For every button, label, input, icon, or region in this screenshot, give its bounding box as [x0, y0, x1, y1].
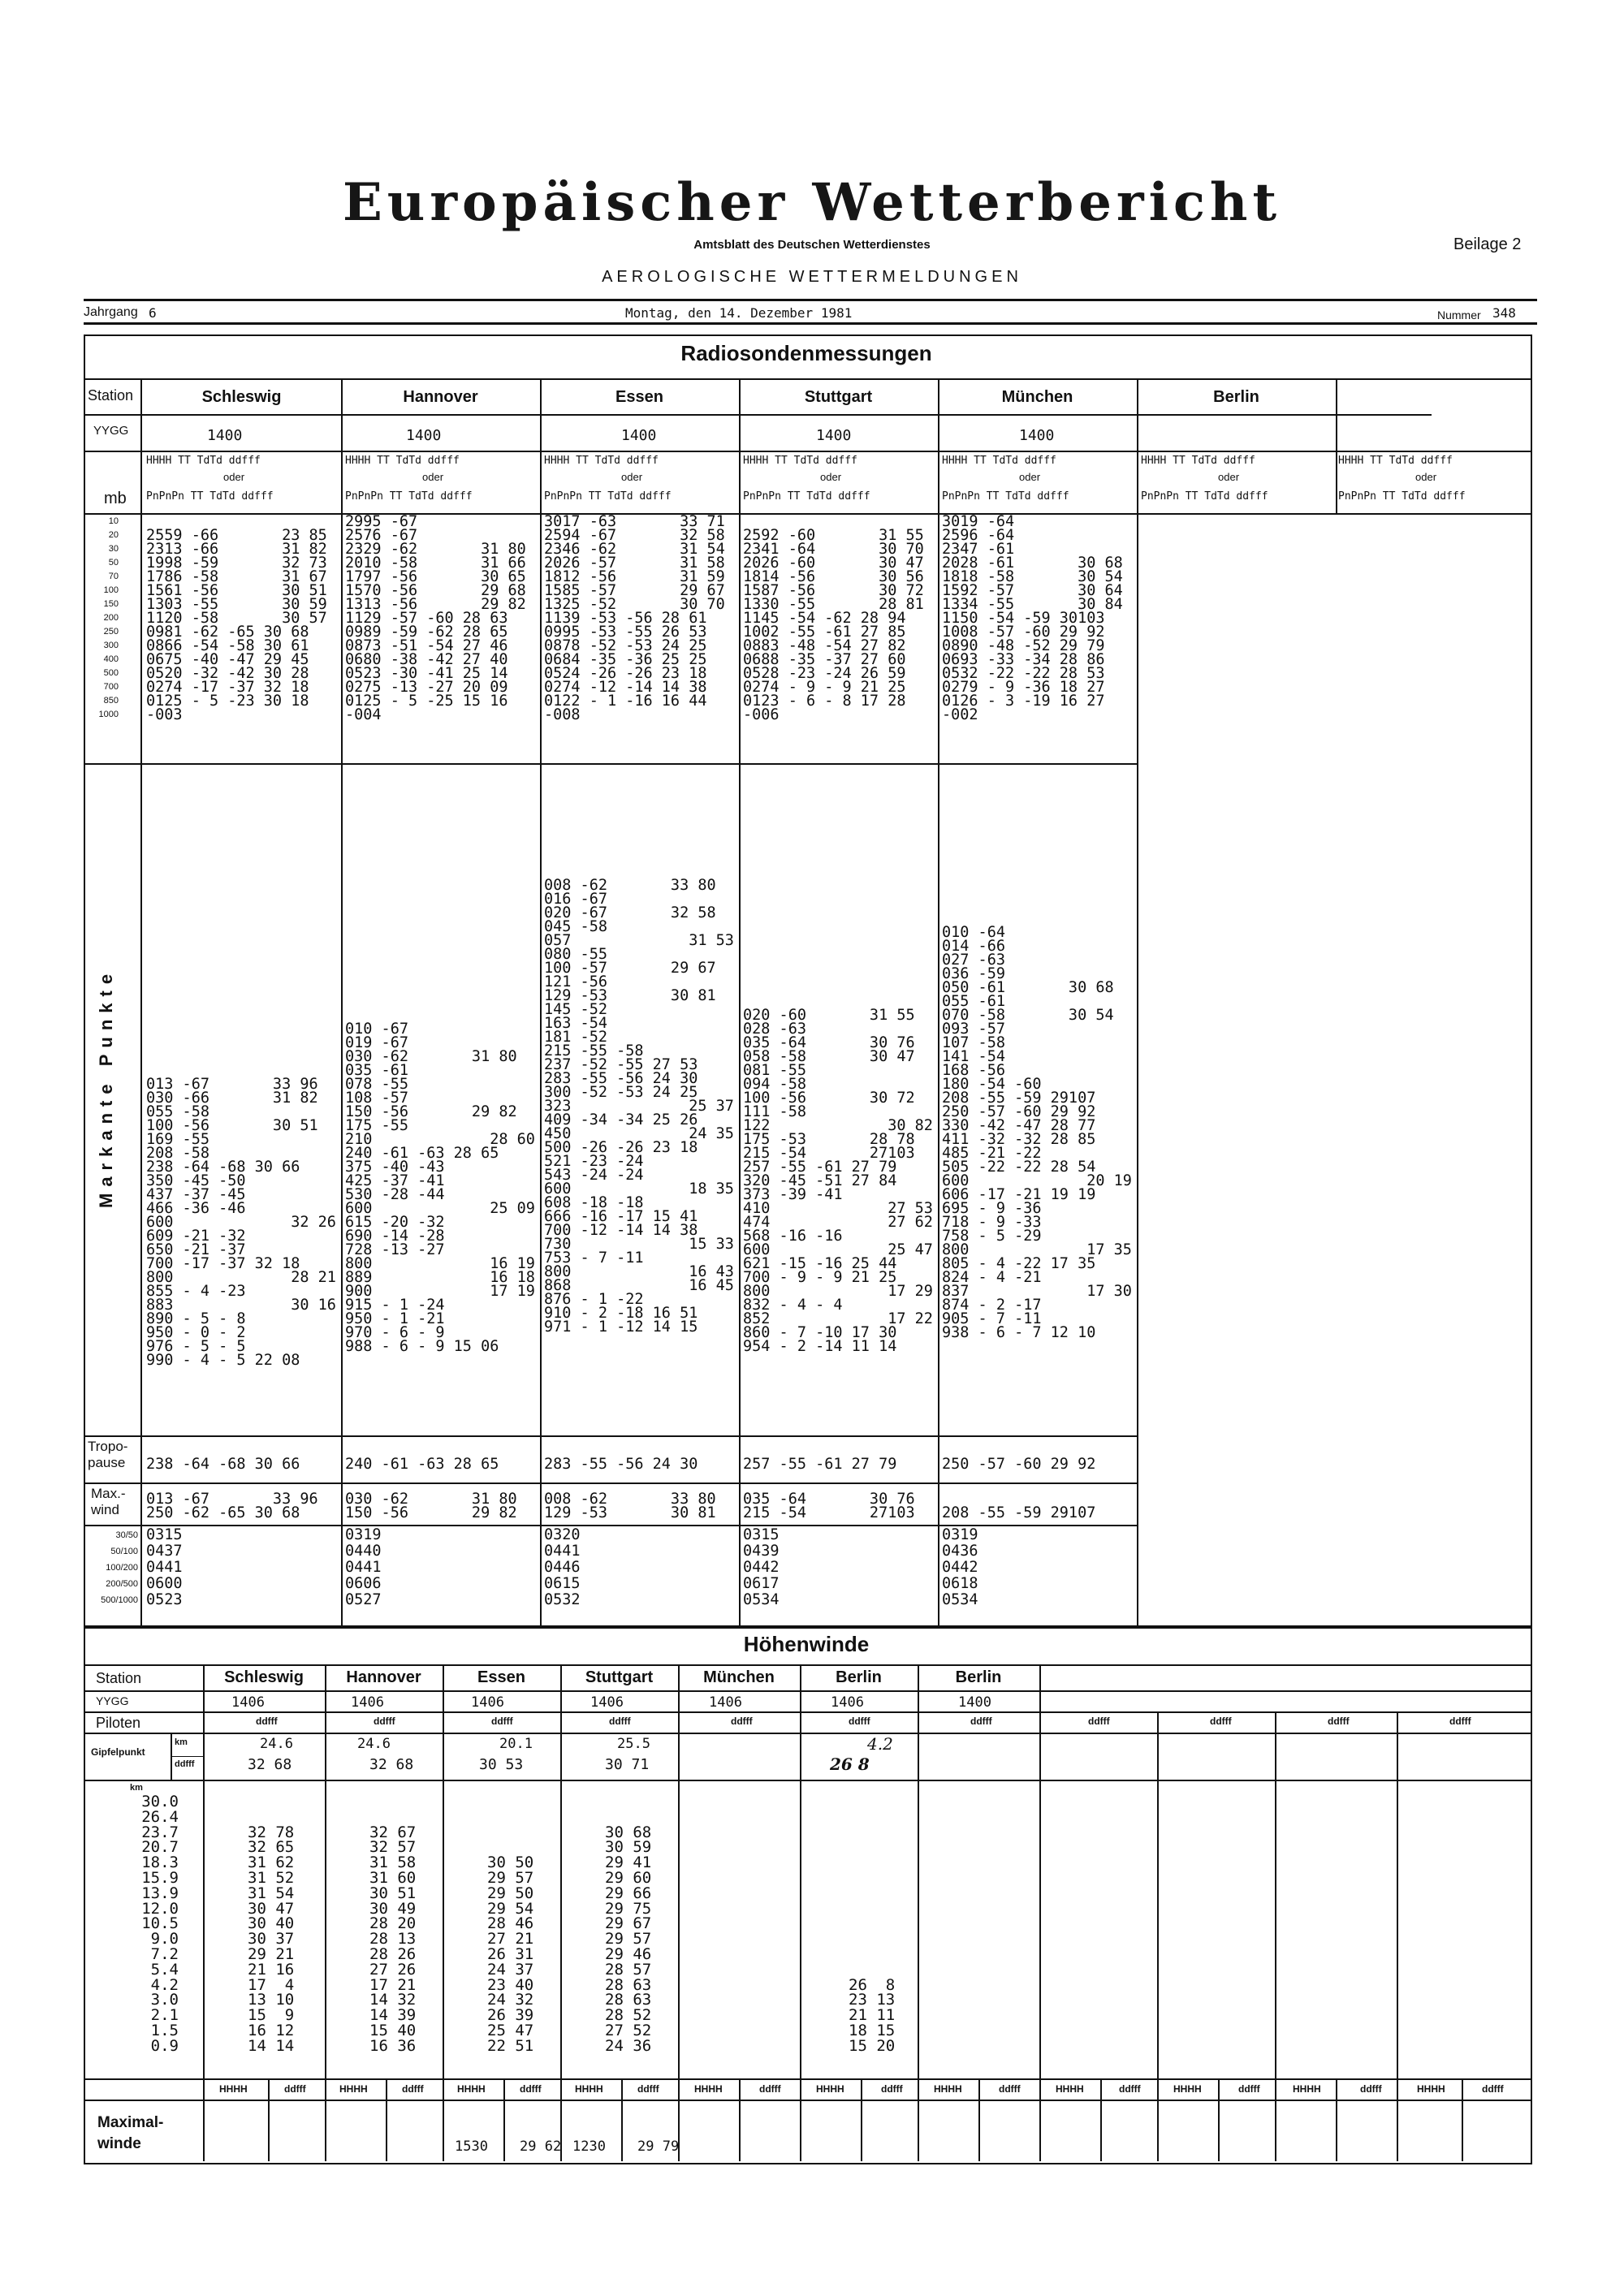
thickness-label: 50/100: [110, 1547, 138, 1556]
mb-level: 200: [103, 613, 119, 623]
max-ddfff: ddfff: [402, 2083, 424, 2095]
mb-level: 850: [103, 696, 119, 706]
max-ddfff: ddfff: [520, 2083, 542, 2095]
mb-level: 150: [103, 599, 119, 609]
maxwind-stuttgart: 035 -64 30 76 215 -54 27103: [743, 1491, 915, 1521]
col-divider: [503, 2078, 505, 2161]
max-hhhh: HHHH: [934, 2083, 962, 2095]
max-hhhh: HHHH: [816, 2083, 844, 2095]
mb-level: 500: [103, 668, 119, 678]
col-head-oder: oder: [1415, 471, 1437, 483]
standard-levels-muenchen: 3019 -64 2596 -64 2347 -61 2028 -61 30 68 1818 -58 30 54 1592 -57 30 64 1334 -55 30 84 1150 -54 -59 30103 1008 -57 -60 29 92 0890 -48 -52 29 79 0693 -33 -34 28 86 0532 -22 -22 28 53 0279 - 9 -36 18 27 0126 - 3 -19 16 27 -002: [942, 513, 1123, 723]
col-head-oder: oder: [820, 471, 842, 483]
thickness-essen: 0320 0441 0446 0615 0532: [544, 1526, 581, 1608]
col-head: HHHH TT TdTd ddfff: [1338, 455, 1453, 467]
col-head: HHHH TT TdTd ddfff: [544, 455, 659, 467]
hw-yygg-berlin: 1406: [831, 1694, 864, 1711]
hoehenwinde-title: Höhenwinde: [743, 1632, 870, 1656]
col-divider: [918, 1664, 919, 2161]
maxwind-schleswig: 013 -67 33 96 250 -62 -65 30 68: [146, 1491, 318, 1521]
maxwind-label-1: Max.-: [91, 1486, 126, 1501]
yygg-label: YYGG: [93, 424, 129, 438]
yygg-stuttgart: 1400: [816, 427, 852, 444]
gipfel-km-label: km: [175, 1737, 188, 1747]
table-rule: [84, 378, 1531, 380]
mb-level: 70: [108, 572, 119, 581]
gipfel-km-hannover: 24.6: [357, 1736, 391, 1752]
col-divider: [386, 2078, 387, 2161]
hw-winds-hannover: 32 67 32 57 31 58 31 60 30 51 30 49 28 20 28 13 28 26 27 26 17 21 14 32 14 39 15 40 16 36: [369, 1823, 417, 2055]
hw-station-berlin-2: Berlin: [955, 1668, 1002, 1686]
gipfel-ddfff-stuttgart: 30 71: [605, 1756, 650, 1773]
gipfel-km-essen: 20.1: [499, 1736, 533, 1752]
tropopause-label: [88, 1439, 127, 1471]
col-divider: [1137, 378, 1138, 1625]
radiosonde-title: Radiosondenmessungen: [680, 341, 932, 365]
piloten-ddfff: ddfff: [1088, 1716, 1110, 1727]
piloten-ddfff: ddfff: [609, 1716, 631, 1727]
col-divider: [140, 378, 142, 1625]
nummer-label: Nummer: [1437, 309, 1481, 322]
col-divider: [739, 378, 741, 1625]
standard-levels-hannover: 2995 -67 2576 -67 2329 -62 31 80 2010 -58 31 66 1797 -56 30 65 1570 -56 29 68 1313 -56 29 82 1129 -57 -60 28 63 0989 -59 -62 28 65 0873 -51 -54 27 46 0680 -38 -42 27 40 0523 -30 -41 25 14 0275 -13 -27 20 09 0125 - 5 -25 15 16 -004: [345, 513, 526, 723]
km-label: km: [130, 1783, 143, 1793]
piloten-ddfff: ddfff: [1328, 1716, 1350, 1727]
max-ddfff: ddfff: [881, 2083, 903, 2095]
thickness-muenchen: 0319 0436 0442 0618 0534: [942, 1526, 978, 1608]
col-divider: [203, 1664, 205, 2161]
markante-punkte-label: Markante Punkte: [96, 967, 116, 1209]
maxwind-hannover: 030 -62 31 80 150 -56 29 82: [345, 1491, 517, 1521]
col-divider: [443, 1664, 444, 2161]
table-rule: [84, 763, 1137, 765]
mb-level: 20: [108, 530, 119, 540]
piloten-ddfff: ddfff: [731, 1716, 753, 1727]
max-hhhh: HHHH: [575, 2083, 603, 2095]
col-head: PnPnPn TT TdTd ddfff: [1338, 490, 1466, 503]
page-title: Europäischer Wetterbericht: [343, 172, 1281, 233]
table-rule: [84, 451, 1531, 452]
gipfel-ddfff-berlin: 26 8: [830, 1754, 870, 1774]
mb-level: 1000: [98, 710, 119, 719]
station-essen: Essen: [615, 388, 663, 406]
markante-stuttgart: 020 -60 31 55 028 -63 035 -64 30 76 058 -58 30 47 081 -55 094 -58 100 -56 30 72 111 -58 122 30 82 175 -53 28 78 215 -54 27103 257 -55 -61 27 79 320 -45 -51 27 84 373 -39 -41 410 27 53 474 27 62 568 -16 -16 600 25 47 621 -15 -16 25 44 700 - 9 - 9 21 25 800 17 29 832 - 4 - 4 852 17 22 860 - 7 -10 17 30 954 - 2 -14 11 14: [743, 1007, 933, 1355]
tropopause-hannover: 240 -61 -63 28 65: [345, 1456, 499, 1473]
max-ddfff: ddfff: [637, 2083, 659, 2095]
issue-date: Montag, den 14. Dezember 1981: [625, 305, 853, 321]
mb-label: mb: [104, 490, 127, 507]
jahrgang-label: Jahrgang: [84, 305, 138, 319]
col-head: PnPnPn TT TdTd ddfff: [146, 490, 274, 503]
tropopause-schleswig: 238 -64 -68 30 66: [146, 1456, 300, 1473]
max-ddfff-stuttgart: 29 79: [637, 2138, 680, 2155]
piloten-ddfff: ddfff: [1449, 1716, 1471, 1727]
table-rule: [84, 1482, 1137, 1484]
col-head: HHHH TT TdTd ddfff: [345, 455, 460, 467]
col-divider: [268, 2078, 270, 2161]
hw-station-schleswig: Schleswig: [224, 1668, 304, 1686]
col-divider: [800, 1664, 801, 2161]
col-head-oder: oder: [1019, 471, 1041, 483]
tropopause-stuttgart: 257 -55 -61 27 79: [743, 1456, 897, 1473]
mb-level: 300: [103, 641, 119, 650]
hw-yygg-hannover: 1406: [351, 1694, 384, 1711]
header-rule-top: [84, 299, 1537, 301]
piloten-ddfff: ddfff: [374, 1716, 395, 1727]
col-divider: [1336, 2078, 1337, 2161]
col-divider: [1157, 1711, 1159, 2161]
mb-level: 100: [103, 585, 119, 595]
hw-station-stuttgart: Stuttgart: [585, 1668, 654, 1686]
max-ddfff: ddfff: [1360, 2083, 1382, 2095]
col-head: HHHH TT TdTd ddfff: [743, 455, 857, 467]
max-hhhh: HHHH: [1417, 2083, 1445, 2095]
hw-station-hannover: Hannover: [346, 1668, 421, 1686]
max-ddfff: ddfff: [759, 2083, 781, 2095]
col-head: PnPnPn TT TdTd ddfff: [345, 490, 473, 503]
nummer-value: 348: [1492, 305, 1516, 321]
col-divider: [739, 2078, 741, 2161]
col-head: HHHH TT TdTd ddfff: [146, 455, 261, 467]
col-divider: [171, 1733, 172, 1780]
gipfel-km-stuttgart: 25.5: [617, 1736, 650, 1752]
beilage-label: Beilage 2: [1453, 235, 1522, 253]
maximalwinde-label-2: winde: [97, 2135, 141, 2152]
tropopause-label-1: Tropo-: [88, 1439, 128, 1454]
table-rule: [84, 1780, 1531, 1781]
hw-winds-schleswig: 32 78 32 65 31 62 31 52 31 54 30 47 30 40 30 37 29 21 21 16 17 4 13 10 15 9 16 12 14 14: [248, 1823, 295, 2055]
piloten-ddfff: ddfff: [970, 1716, 992, 1727]
hw-station-muenchen: München: [703, 1668, 775, 1686]
hw-yygg-essen: 1406: [471, 1694, 504, 1711]
mb-level: 700: [103, 682, 119, 692]
max-hhhh: HHHH: [457, 2083, 486, 2095]
hw-yygg-stuttgart: 1406: [590, 1694, 624, 1711]
gipfelpunkt-label: Gipfelpunkt: [91, 1746, 145, 1758]
maximalwinde-label-1: Maximal-: [97, 2114, 164, 2131]
gipfel-km-schleswig: 24.6: [260, 1736, 293, 1752]
max-ddfff: ddfff: [1238, 2083, 1260, 2095]
hw-winds-stuttgart: 30 68 30 59 29 41 29 60 29 66 29 75 29 67 29 57 29 46 28 57 28 63 28 63 28 52 27 52 24 36: [605, 1823, 652, 2055]
piloten-ddfff: ddfff: [849, 1716, 870, 1727]
table-rule: [84, 1733, 1531, 1734]
gipfel-ddfff-schleswig: 32 68: [248, 1756, 292, 1773]
piloten-ddfff: ddfff: [256, 1716, 278, 1727]
col-head-oder: oder: [223, 471, 245, 483]
mb-level: 400: [103, 654, 119, 664]
max-hhhh-stuttgart: 1230: [572, 2138, 606, 2155]
subtitle: Amtsblatt des Deutschen Wetterdienstes: [693, 238, 931, 252]
hw-station-essen: Essen: [477, 1668, 525, 1686]
max-hhhh: HHHH: [1173, 2083, 1202, 2095]
col-divider: [678, 1664, 680, 2161]
hw-yygg-muenchen: 1406: [709, 1694, 742, 1711]
col-divider: [1039, 1664, 1041, 2161]
station-stuttgart: Stuttgart: [804, 388, 873, 406]
gipfel-ddfff-essen: 30 53: [479, 1756, 524, 1773]
hw-yygg-label: YYGG: [96, 1694, 129, 1707]
max-ddfff: ddfff: [284, 2083, 306, 2095]
max-hhhh: HHHH: [339, 2083, 368, 2095]
table-rule: [84, 2078, 1531, 2080]
mb-level: 50: [108, 558, 119, 568]
markante-hannover: 010 -67 019 -67 030 -62 31 80 035 -61 078 -55 108 -57 150 -56 29 82 175 -55 210 28 60 240 -61 -63 28 65 375 -40 -43 425 -37 -41 530 -28 -44 600 25 09 615 -20 -32 690 -14 -28 728 -13 -27 800 16 19 889 16 18 900 17 19 915 - 1 -24 950 - 1 -21 970 - 6 - 9 988 - 6 - 9 15 06: [345, 1021, 535, 1355]
mb-level: 30: [108, 544, 119, 554]
mb-levels: [88, 515, 119, 722]
station-label: Station: [88, 387, 134, 404]
hw-winds-berlin: 26 8 23 13 21 11 18 15 15 20: [849, 1975, 896, 2055]
station-muenchen: München: [1001, 388, 1073, 406]
col-head-oder: oder: [621, 471, 643, 483]
col-head-oder: oder: [422, 471, 444, 483]
max-hhhh-essen: 1530: [455, 2138, 488, 2155]
col-divider: [560, 1664, 562, 2161]
table-rule: [171, 1756, 203, 1757]
col-head: PnPnPn TT TdTd ddfff: [942, 490, 1069, 503]
col-head: PnPnPn TT TdTd ddfff: [544, 490, 672, 503]
table-rule: [84, 1711, 1531, 1713]
tropopause-essen: 283 -55 -56 24 30: [544, 1456, 698, 1473]
max-ddfff-essen: 29 62: [520, 2138, 562, 2155]
col-divider: [938, 378, 939, 1625]
max-hhhh: HHHH: [1056, 2083, 1084, 2095]
markante-muenchen: 010 -64 014 -66 027 -63 036 -59 050 -61 30 68 055 -61 070 -58 30 54 093 -57 107 -58 141 -54 168 -56 180 -54 -60 208 -55 -59 29107 250 -57 -60 29 92 330 -42 -47 28 77 411 -32 -32 28 85 485 -21 -22 505 -22 -22 28 54 600 20 19 606 -17 -21 19 19 695 - 9 -36 718 - 9 -33 758 - 5 -29 800 17 35 805 - 4 -22 17 35 824 - 4 -21 837 17 30 874 - 2 -17 905 - 7 -11 938 - 6 - 7 12 10: [942, 924, 1132, 1341]
col-divider: [540, 378, 542, 1625]
thickness-label: 200/500: [106, 1579, 138, 1589]
gipfel-ddfff-hannover: 32 68: [369, 1756, 414, 1773]
table-rule: [84, 1525, 1137, 1526]
maxwind-essen: 008 -62 33 80 129 -53 30 81: [544, 1491, 716, 1521]
markante-schleswig: 013 -67 33 96 030 -66 31 82 055 -58 100 -56 30 51 169 -55 208 -58 238 -64 -68 30 66 350 -45 -50 437 -37 -45 466 -36 -46 600 32 26 609 -21 -32 650 -21 -37 700 -17 -37 32 18 800 28 21 855 - 4 -23 883 30 16 890 - 5 - 8 950 - 0 - 2 976 - 5 - 5 990 - 4 - 5 22 08: [146, 1076, 336, 1369]
hw-yygg-schleswig: 1406: [231, 1694, 265, 1711]
tropopause-muenchen: 250 -57 -60 29 92: [942, 1456, 1096, 1473]
maxwind-label: [91, 1486, 126, 1518]
col-divider: [1218, 2078, 1220, 2161]
max-hhhh: HHHH: [219, 2083, 248, 2095]
hw-heights: 30.0 26.4 23.7 20.7 18.3 15.9 13.9 12.0 10.5 9.0 7.2 5.4 4.2 3.0 2.1 1.5 0.9: [141, 1793, 179, 2055]
col-head: HHHH TT TdTd ddfff: [1141, 455, 1255, 467]
thickness-label: 30/50: [115, 1530, 138, 1540]
standard-levels-essen: 3017 -63 33 71 2594 -67 32 58 2346 -62 31 54 2026 -57 31 58 1812 -56 31 59 1585 -57 29 67 1325 -52 30 70 1139 -53 -56 28 61 0995 -53 -55 26 53 0878 -52 -53 24 25 0684 -35 -36 25 25 0524 -26 -26 23 18 0274 -12 -14 14 38 0122 - 1 -16 16 44 -008: [544, 513, 725, 723]
mb-level: 250: [103, 627, 119, 637]
max-ddfff: ddfff: [1119, 2083, 1141, 2095]
hw-station-label: Station: [96, 1670, 142, 1686]
thickness-stuttgart: 0315 0439 0442 0617 0534: [743, 1526, 780, 1608]
jahrgang-value: 6: [149, 305, 157, 321]
max-ddfff: ddfff: [1482, 2083, 1504, 2095]
section-heading: AEROLOGISCHE WETTERMELDUNGEN: [602, 268, 1022, 286]
maxwind-label-2: wind: [91, 1502, 119, 1517]
col-divider: [1462, 2078, 1463, 2161]
yygg-schleswig: 1400: [207, 427, 243, 444]
hw-piloten-label: Piloten: [96, 1715, 141, 1731]
hw-winds-essen: 30 50 29 57 29 50 29 54 28 46 27 21 26 31 24 37 23 40 24 32 26 39 25 47 22 51: [487, 1854, 534, 2055]
col-divider: [341, 378, 343, 1625]
col-divider: [1100, 2078, 1102, 2161]
max-hhhh: HHHH: [694, 2083, 723, 2095]
col-head: PnPnPn TT TdTd ddfff: [743, 490, 870, 503]
table-rule: [84, 1690, 1531, 1692]
yygg-hannover: 1400: [406, 427, 442, 444]
station-berlin: Berlin: [1213, 388, 1259, 406]
header-rule-bottom: [84, 322, 1537, 325]
thickness-labels: [88, 1527, 138, 1608]
gipfel-ddfff-label: ddfff: [175, 1759, 195, 1769]
thickness-label: 500/1000: [101, 1595, 138, 1605]
col-divider: [1275, 1711, 1276, 2161]
piloten-ddfff: ddfff: [1210, 1716, 1232, 1727]
maximalwinde-label: [97, 2113, 163, 2155]
standard-levels-stuttgart: 2592 -60 31 55 2341 -64 30 70 2026 -60 30 47 1814 -56 30 56 1587 -56 30 72 1330 -55 28 81 1145 -54 -62 28 94 1002 -55 -61 27 85 0883 -48 -54 27 82 0688 -35 -37 27 60 0528 -23 -24 26 59 0274 - 9 - 9 21 25 0123 - 6 - 8 17 28 -006: [743, 527, 924, 723]
station-hannover: Hannover: [403, 388, 478, 406]
table-rule: [84, 1664, 1531, 1666]
mb-level: 10: [108, 516, 119, 526]
col-divider: [1397, 1711, 1398, 2161]
col-divider: [1336, 378, 1337, 513]
thickness-hannover: 0319 0440 0441 0606 0527: [345, 1526, 382, 1608]
hw-yygg-berlin-2: 1400: [958, 1694, 991, 1711]
table-rule: [84, 1435, 1137, 1437]
col-divider: [861, 2078, 862, 2161]
col-divider: [325, 1664, 326, 2161]
table-rule: [84, 414, 1432, 416]
thickness-schleswig: 0315 0437 0441 0600 0523: [146, 1526, 183, 1608]
col-divider: [978, 2078, 980, 2161]
hw-station-berlin: Berlin: [836, 1668, 882, 1686]
tropopause-label-2: pause: [88, 1455, 126, 1470]
table-rule: [84, 2100, 1531, 2101]
standard-levels-schleswig: 2559 -66 23 85 2313 -66 31 82 1998 -59 32 73 1786 -58 31 67 1561 -56 30 51 1303 -55 30 59 1120 -58 30 57 0981 -62 -65 30 68 0866 -54 -58 30 61 0675 -40 -47 29 45 0520 -32 -42 30 28 0274 -17 -37 32 18 0125 - 5 -23 30 18 -003: [146, 527, 327, 723]
col-head-oder: oder: [1218, 471, 1240, 483]
markante-essen: 008 -62 33 80 016 -67 020 -67 32 58 045 -58 057 31 53 080 -55 100 -57 29 67 121 -56 129 -53 30 81 145 -52 163 -54 181 -52 215 -55 -58 237 -52 -55 27 53 283 -55 -56 24 30 300 -52 -53 24 25 323 25 37 409 -34 -34 25 26 450 24 35 500 -26 -26 23 18 521 -23 -24 543 -24 -24 600 18 35 608 -18 -18 666 -16 -17 15 41 700 -12 -14 14 38 730 15 33 753 - 7 -11 800 16 43 868 16 45 876 - 1 -22 910 - 2 -18 16 51 971 - 1 -12 14 15: [544, 877, 734, 1336]
col-divider: [621, 2078, 623, 2161]
max-ddfff: ddfff: [999, 2083, 1021, 2095]
col-head: PnPnPn TT TdTd ddfff: [1141, 490, 1268, 503]
yygg-muenchen: 1400: [1019, 427, 1055, 444]
station-schleswig: Schleswig: [201, 388, 282, 406]
maxwind-muenchen: 208 -55 -59 29107: [942, 1504, 1096, 1521]
piloten-ddfff: ddfff: [491, 1716, 513, 1727]
gipfel-km-berlin: 4.2: [867, 1734, 893, 1754]
thickness-label: 100/200: [106, 1563, 138, 1573]
max-hhhh: HHHH: [1293, 2083, 1321, 2095]
col-head: HHHH TT TdTd ddfff: [942, 455, 1056, 467]
yygg-essen: 1400: [621, 427, 657, 444]
